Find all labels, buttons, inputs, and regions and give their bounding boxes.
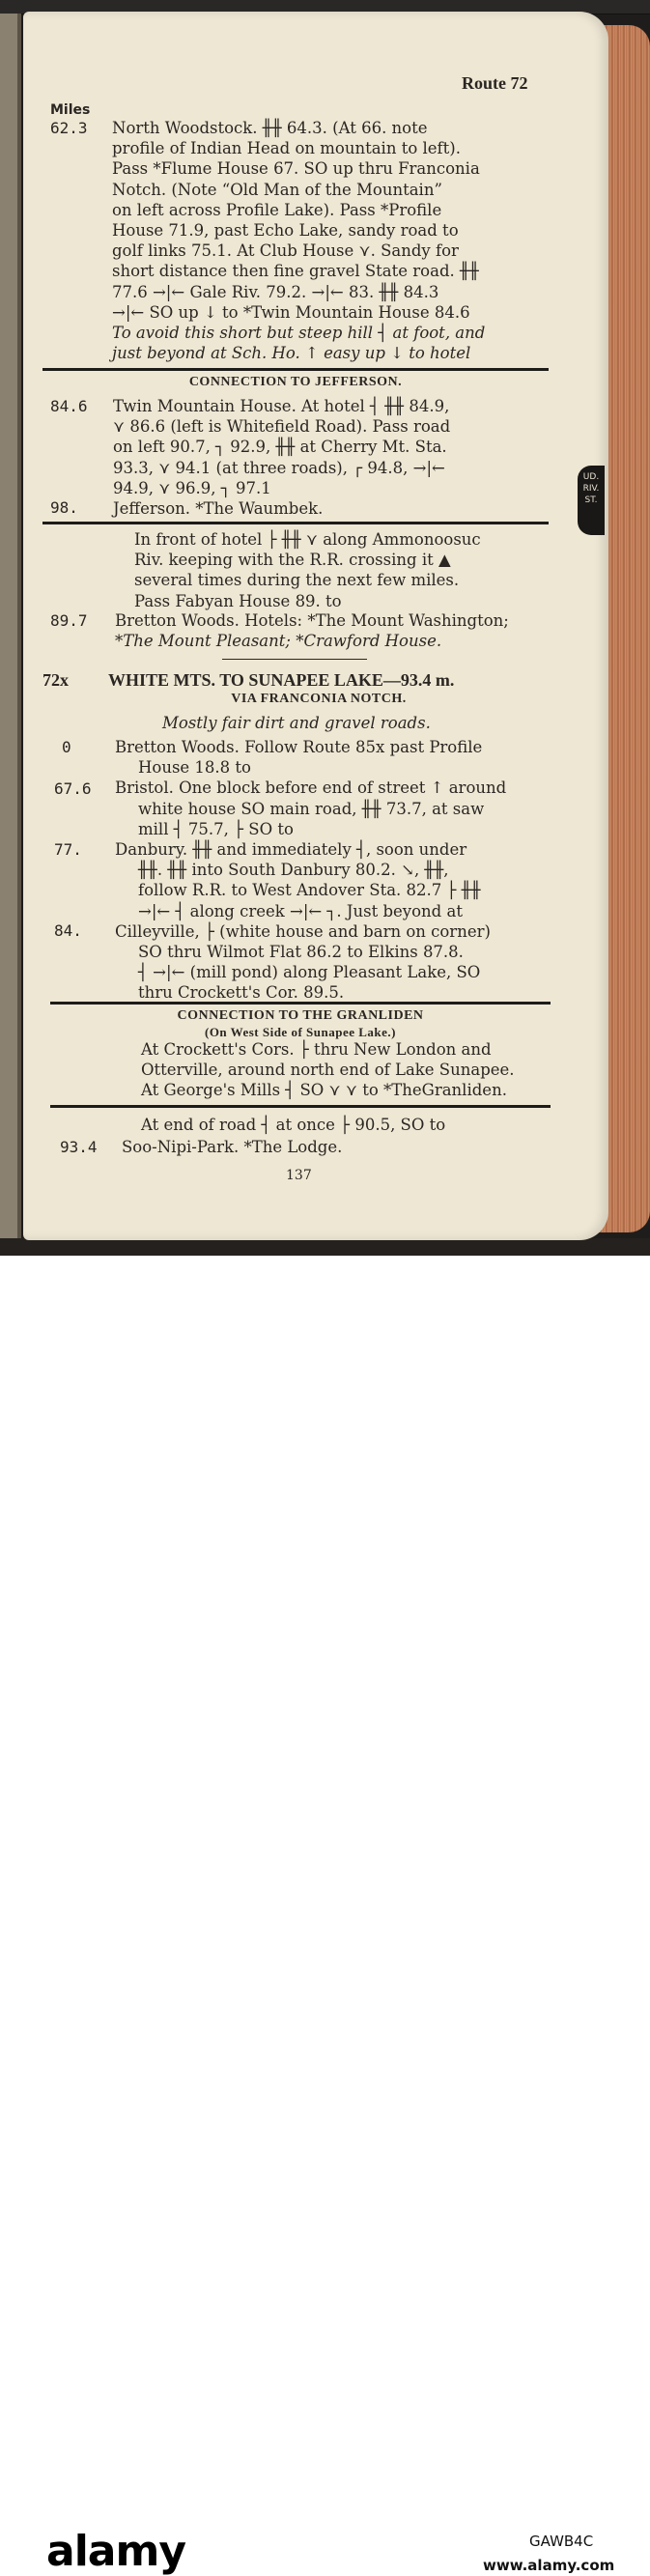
miles-label: Miles: [50, 102, 91, 118]
text-line: thru Crockett's Cor. 89.5.: [138, 983, 345, 1003]
text-line: 93.3, ⋎ 94.1 (at three roads), ┌ 94.8, →|←: [113, 458, 445, 477]
route-code: 72x: [42, 670, 69, 690]
text-line: SO thru Wilmot Flat 86.2 to Elkins 87.8.: [138, 943, 464, 962]
text-line: →|← SO up ↓ to *Twin Mountain House 84.6: [112, 302, 470, 322]
text-line: Cilleyville, ├ (white house and barn on corner): [115, 921, 491, 941]
mileage-value: 77.: [54, 840, 82, 859]
spine-edge: [17, 14, 21, 1256]
text-line: ╫╫. ╫╫ into South Danbury 80.2. ↘, ╫╫,: [138, 861, 449, 880]
mileage-value: 62.3: [50, 119, 88, 137]
text-line: ⋎ 86.6 (left is Whitefield Road). Pass road: [113, 417, 451, 437]
text-line: *The Mount Pleasant; *Crawford House.: [115, 632, 442, 651]
section-soo-nipi-park: [122, 1137, 342, 1157]
section-twin-mountain: [113, 396, 450, 519]
text-line: short distance then fine gravel State road. ╫╫: [112, 262, 479, 281]
text-line: At Crockett's Cors. ├ thru New London and: [141, 1040, 492, 1059]
text-line: follow R.R. to West Andover Sta. 82.7 ├ ╫╫: [138, 881, 481, 900]
text-line: At George's Mills ┤ SO ⋎ ⋎ to *TheGranliden.: [141, 1081, 507, 1100]
text-line: →|← ┤ along creek →|← ┐. Just beyond at: [138, 901, 463, 920]
text-line: just beyond at Sch. Ho. ↑ easy up ↓ to hotel: [112, 344, 471, 363]
text-line: Riv. keeping with the R.R. crossing it ▲: [134, 551, 451, 570]
text-line: Pass Fabyan House 89. to: [134, 591, 342, 610]
text-line: Jefferson. *The Waumbek.: [113, 499, 324, 519]
text-line: golf links 75.1. At Club House ⋎. Sandy for: [112, 241, 459, 261]
site-url: www.alamy.com: [483, 2557, 615, 2574]
text-line: on left across Profile Lake). Pass *Profile: [112, 200, 442, 219]
book-spine: [0, 14, 17, 1256]
text-line: 94.9, ⋎ 96.9, ┐ 97.1: [113, 478, 271, 497]
text-line: profile of Indian Head on mountain to left).: [112, 139, 461, 158]
mileage-value: 89.7: [50, 611, 88, 630]
thumb-index-tab: [578, 466, 605, 535]
text-line: on left 90.7, ┐ 92.9, ╫╫ at Cherry Mt. Sta.: [113, 438, 447, 457]
text-line: Bretton Woods. Hotels: *The Mount Washington;: [115, 611, 509, 630]
mileage-value: 84.: [54, 921, 82, 940]
connection-heading: CONNECTION TO THE GRANLIDEN: [177, 1008, 424, 1023]
text-line: Bretton Woods. Follow Route 85x past Profile: [115, 738, 483, 756]
text-line: House 71.9, past Echo Lake, sandy road to: [112, 221, 459, 241]
section-rule: [50, 1002, 551, 1005]
mileage-value: 0: [62, 738, 71, 756]
text-line: In front of hotel ├ ╫╫ ⋎ along Ammonoosuc: [134, 530, 481, 549]
thumb-tab-line: UD.: [582, 472, 600, 482]
section-bretton-woods: [115, 610, 509, 651]
route-subtitle: VIA FRANCONIA NOTCH.: [231, 692, 407, 706]
image-id: GAWB4C: [529, 2533, 594, 2550]
route-note: Mostly fair dirt and gravel roads.: [162, 714, 431, 732]
text-line: Pass *Flume House 67. SO up thru Franconia: [112, 159, 480, 179]
route-heading: Route 72: [462, 73, 528, 93]
mileage-value: 67.6: [54, 779, 92, 798]
section-end-of-road: [141, 1115, 445, 1135]
connection-heading: CONNECTION TO JEFFERSON.: [188, 375, 403, 389]
section-route-72x: [115, 737, 506, 1004]
watermark-bar: [0, 1256, 650, 2576]
short-divider: [222, 659, 367, 660]
alamy-logo: alamy: [46, 2527, 185, 2576]
thumb-tab-line: RIV.: [582, 484, 600, 494]
section-rule: [42, 522, 549, 524]
text-line: Notch. (Note “Old Man of the Mountain”: [112, 180, 442, 199]
text-line: To avoid this short but steep hill ┤ at foot, and: [112, 324, 486, 343]
mileage-value: 98.: [50, 498, 78, 517]
bottom-binding-strip: [0, 1238, 650, 1256]
section-north-woodstock: [112, 118, 485, 363]
text-line: Bristol. One block before end of street ↑ around: [115, 778, 507, 798]
section-granliden: [141, 1039, 515, 1101]
text-line: Otterville, around north end of Lake Sunapee.: [141, 1061, 515, 1080]
route-title: WHITE MTS. TO SUNAPEE LAKE—93.4 m.: [108, 670, 455, 690]
thumb-tab-line: ST.: [584, 495, 598, 505]
mileage-value: 84.6: [50, 397, 88, 415]
text-line: Soo-Nipi-Park. *The Lodge.: [122, 1138, 343, 1156]
connection-subheading: (On West Side of Sunapee Lake.): [204, 1025, 396, 1039]
book-photo: [0, 0, 650, 1256]
text-line: several times during the next few miles.: [134, 571, 460, 590]
text-line: white house SO main road, ╫╫ 73.7, at saw: [138, 799, 485, 818]
text-line: mill ┤ 75.7, ├ SO to: [138, 819, 294, 838]
text-line: Twin Mountain House. At hotel ┤ ╫╫ 84.9,: [113, 397, 450, 415]
text-line: North Woodstock. ╫╫ 64.3. (At 66. note: [112, 119, 428, 137]
section-rule: [42, 368, 549, 371]
text-line: ┤ →|← (mill pond) along Pleasant Lake, SO: [138, 963, 481, 982]
page-number: 137: [286, 1168, 312, 1183]
section-ammonoosuc: [134, 529, 481, 611]
text-line: At end of road ┤ at once ├ 90.5, SO to: [141, 1116, 446, 1134]
text-line: 77.6 →|← Gale Riv. 79.2. →|← 83. ╫╫ 84.3: [112, 282, 439, 301]
text-line: House 18.8 to: [138, 758, 251, 778]
text-line: Danbury. ╫╫ and immediately ┤, soon under: [115, 840, 467, 860]
section-rule: [50, 1105, 551, 1108]
mileage-value: 93.4: [60, 1138, 98, 1156]
